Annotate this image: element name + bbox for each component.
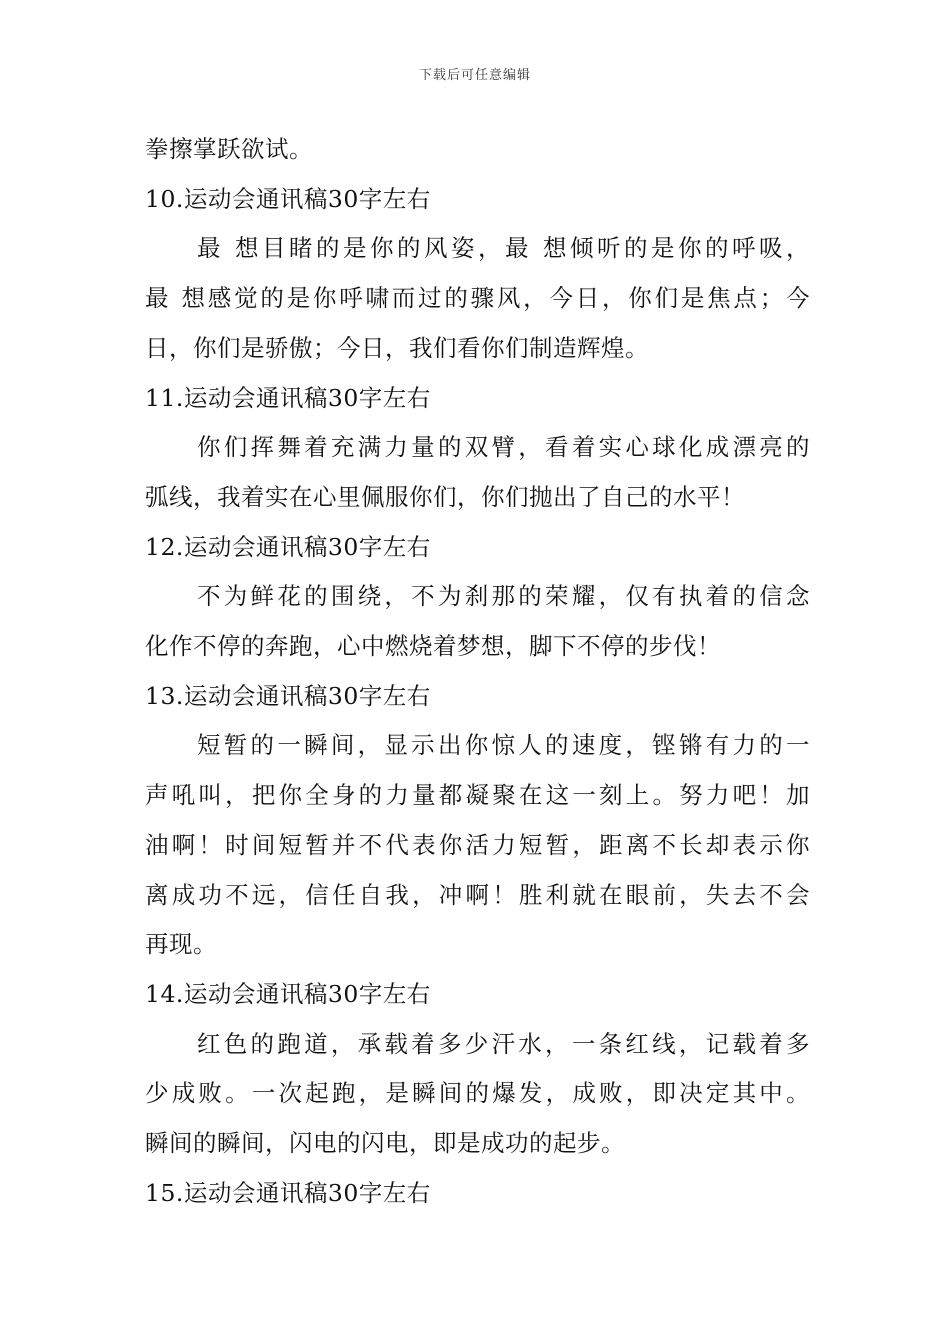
body-line: 油啊！时间短暂并不代表你活力短暂，距离不长却表示你 bbox=[145, 830, 810, 859]
body-line: 最 想目睹的是你的风姿，最 想倾听的是你的呼吸， bbox=[197, 234, 810, 263]
body-line: 声吼叫，把你全身的力量都凝聚在这一刻上。努力吧！加 bbox=[145, 781, 810, 810]
section-heading: 13.运动会通讯稿30字左右 bbox=[145, 681, 431, 710]
body-line: 再现。 bbox=[145, 930, 217, 959]
body-line: 最 想感觉的是你呼啸而过的骤风，今日，你们是焦点；今 bbox=[145, 284, 810, 313]
body-line: 不为鲜花的围绕，不为刹那的荣耀，仅有执着的信念 bbox=[197, 582, 810, 611]
body-line: 短暂的一瞬间，显示出你惊人的速度，铿锵有力的一 bbox=[197, 731, 810, 760]
body-line: 瞬间的瞬间，闪电的闪电，即是成功的起步。 bbox=[145, 1129, 625, 1158]
section-heading: 15.运动会通讯稿30字左右 bbox=[145, 1178, 431, 1207]
body-line: 你们挥舞着充满力量的双臂，看着实心球化成漂亮的 bbox=[197, 433, 810, 462]
body-line: 红色的跑道，承载着多少汗水，一条红线，记载着多 bbox=[197, 1029, 810, 1058]
body-line: 弧线，我着实在心里佩服你们，你们抛出了自己的水平！ bbox=[145, 482, 745, 511]
section-heading: 12.运动会通讯稿30字左右 bbox=[145, 532, 431, 561]
body-line: 少成败。一次起跑，是瞬间的爆发，成败，即决定其中。 bbox=[145, 1079, 810, 1108]
section-heading: 11.运动会通讯稿30字左右 bbox=[145, 383, 431, 412]
section-heading: 10.运动会通讯稿30字左右 bbox=[145, 184, 431, 213]
body-line: 日，你们是骄傲；今日，我们看你们制造辉煌。 bbox=[145, 333, 649, 362]
section-heading: 14.运动会通讯稿30字左右 bbox=[145, 979, 431, 1008]
body-line: 离成功不远，信任自我，冲啊！胜利就在眼前，失去不会 bbox=[145, 880, 810, 909]
body-line: 拳擦掌跃欲试。 bbox=[145, 135, 313, 163]
header-note: 下载后可任意编辑 bbox=[418, 68, 531, 83]
document-body bbox=[145, 125, 810, 1218]
body-line: 化作不停的奔跑，心中燃烧着梦想，脚下不停的步伐！ bbox=[145, 632, 721, 661]
